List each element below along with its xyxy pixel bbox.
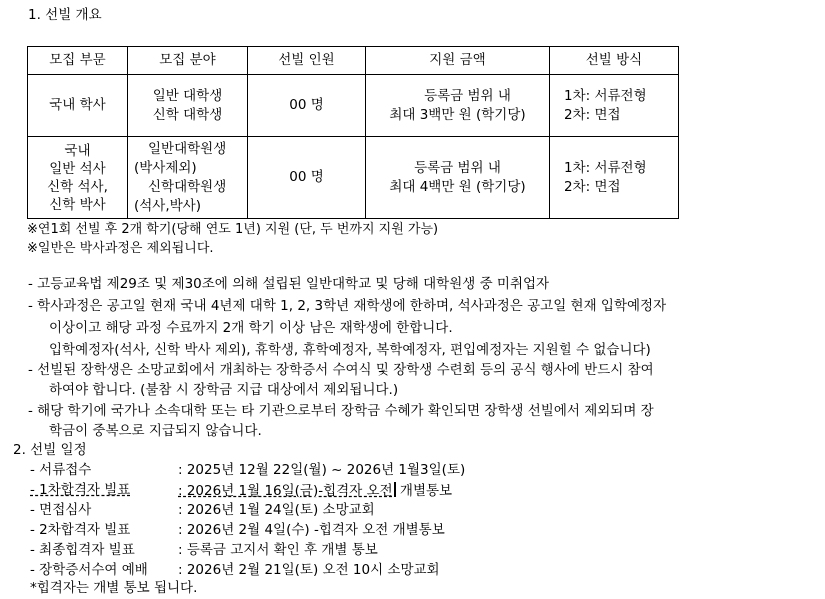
schedule-value: : 2026년 2월 4일(수) -힙격자 오전 개별통보 — [178, 522, 445, 538]
schedule-label: - 1차합격자 빌표 — [30, 482, 131, 498]
schedule-label: - 서류접수 — [30, 462, 92, 478]
cell-category: 국내 학사 — [28, 75, 128, 137]
eligibility-line: - 선빌된 장학생은 소망교회에서 개최하는 장학증서 수여식 및 장학생 수련회 등의 공식 행사에 반드시 참여 — [28, 362, 654, 378]
header-count: 선빌 인원 — [248, 47, 366, 75]
method-line: 2차: 면접 — [564, 178, 621, 195]
eligibility-line: - 학사과정은 공고일 현재 국내 4년제 대학 1, 2, 3학년 재학생에 한하며, 석사과정은 공고일 현재 입학예정자 — [28, 298, 667, 314]
eligibility-line: 이상이고 해당 과정 수료까지 2개 학기 이상 남은 재학생에 한합니다. — [49, 320, 453, 336]
category-line: 일반 석사 — [49, 160, 106, 177]
selection-overview-table — [27, 46, 679, 219]
amount-line: 최대 3백만 원 (학기당) — [389, 106, 526, 123]
category-line: 신학 석사, — [47, 178, 108, 195]
cell-method — [550, 137, 679, 219]
cell-amount — [366, 75, 550, 137]
header-field: 모집 분야 — [128, 47, 248, 75]
table-row-graduate — [28, 137, 679, 219]
field-line: 신학 대학생 — [152, 106, 223, 123]
schedule-label: - 최종힙격자 빌표 — [30, 542, 135, 558]
eligibility-line: 학금이 중복으로 지급되지 않습니다. — [49, 423, 262, 439]
cell-field — [128, 75, 248, 137]
eligibility-line: 하여야 합니다. (불참 시 장학금 지급 대상에서 제외됩니다.) — [49, 382, 399, 398]
amount-line: 등록금 범위 내 — [424, 87, 511, 104]
schedule-label: - 면접심사 — [30, 502, 92, 518]
header-method: 선빌 방식 — [550, 47, 679, 75]
field-line: (박사제외) — [134, 159, 197, 176]
cell-field — [128, 137, 248, 219]
field-line: (석사,박사) — [134, 197, 201, 214]
table-row-undergrad — [28, 75, 679, 137]
schedule-value-tail: 개별통보 — [395, 483, 453, 499]
schedule-value-text: : 2026년 1월 16일(금)-힙격자 오전 — [178, 483, 393, 499]
field-line: 신학대학원생 — [148, 178, 227, 195]
schedule-value: : 2026년 1월 24일(토) 소망교회 — [178, 502, 375, 518]
note-line: ※연1회 선빌 후 2개 학기(당해 연도 1년) 지원 (단, 두 번까지 지원 가능) — [27, 222, 439, 237]
amount-line: 최대 4백만 원 (학기당) — [389, 178, 526, 195]
schedule-label: - 장학증서수여 예배 — [30, 562, 148, 578]
field-line: 일반대학원생 — [148, 140, 227, 157]
method-line: 1차: 서류전형 — [564, 87, 647, 104]
header-category: 모집 부문 — [28, 47, 128, 75]
cell-count: 00 명 — [248, 75, 366, 137]
category-line: 국내 — [64, 142, 91, 159]
section1-title: 1. 선빌 개요 — [28, 7, 102, 23]
schedule-value — [178, 482, 452, 500]
eligibility-line: 입학예정자(석사, 신학 박사 제외), 휴학생, 휴학예정자, 복학예정자, 편입예정자는 지원힐 수 없습니다) — [49, 342, 651, 358]
cell-category — [28, 137, 128, 219]
note-line: ※일반은 박사과정은 제외됩니다. — [27, 241, 214, 256]
category-line: 신학 박사 — [49, 196, 106, 213]
table-header-row — [28, 47, 679, 75]
schedule-value: : 2025년 12월 22일(월) ~ 2026년 1월3일(토) — [178, 462, 466, 478]
final-note: *힙격자는 개별 통보 됩니다. — [30, 580, 198, 596]
cell-amount — [366, 137, 550, 219]
schedule-value: : 등록금 고지서 확인 후 개별 통보 — [178, 542, 378, 558]
amount-line: 등록금 범위 내 — [414, 159, 501, 176]
field-line: 일반 대학생 — [152, 87, 223, 104]
eligibility-line: - 고등교육법 제29조 및 제30조에 의해 설립된 일반대학교 및 당해 대학원생 중 미취업자 — [28, 276, 550, 292]
method-line: 2차: 면접 — [564, 106, 621, 123]
section2-title: 2. 선빌 일정 — [13, 442, 87, 458]
schedule-label: - 2차합격자 빌표 — [30, 522, 131, 538]
method-line: 1차: 서류전형 — [564, 159, 647, 176]
header-amount: 지원 금액 — [366, 47, 550, 75]
cell-count: 00 명 — [248, 137, 366, 219]
schedule-value: : 2026년 2월 21일(토) 오전 10시 소망교회 — [178, 562, 440, 578]
cell-method — [550, 75, 679, 137]
eligibility-line: - 해당 학기에 국가나 소속대학 또는 타 기관으로부터 장학금 수혜가 확인되면 장학생 선빌에서 제외되며 장 — [28, 403, 654, 419]
